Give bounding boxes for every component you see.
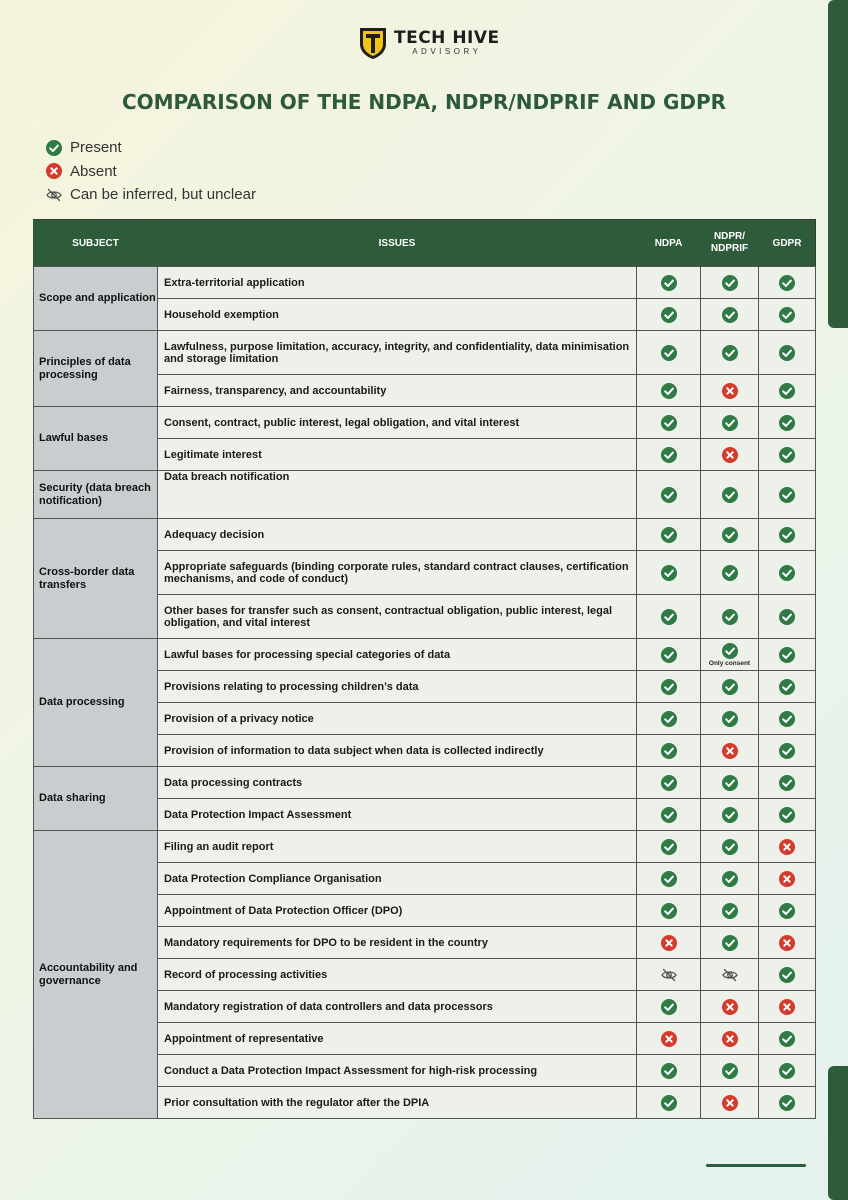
issue-cell: Lawful bases for processing special categories of data [158,639,637,671]
ndpa-status-cell [637,519,701,551]
ndpa-status-cell [637,1087,701,1119]
ndpr-status-cell [701,551,759,595]
issue-cell: Household exemption [158,299,637,331]
ndpa-status-cell [637,639,701,671]
ndpa-status-cell [637,1023,701,1055]
issue-cell: Lawfulness, purpose limitation, accuracy, integrity, and confidentiality, data minimisation and storage limitation [158,331,637,375]
gdpr-status-cell [759,375,816,407]
subject-cell: Security (data breach notification) [34,471,158,519]
x-circle-icon [722,999,738,1015]
gdpr-status-cell [759,439,816,471]
check-circle-icon [779,711,795,727]
issue-cell: Data Protection Impact Assessment [158,799,637,831]
issue-cell: Filing an audit report [158,831,637,863]
ndpr-status-cell [701,671,759,703]
check-circle-icon [661,711,677,727]
check-circle-icon [779,307,795,323]
status-note: Only consent [708,659,751,667]
check-circle-icon [779,679,795,695]
check-circle-icon [779,967,795,983]
table-row [34,331,816,375]
check-circle-icon [661,775,677,791]
ndpa-status-cell [637,703,701,735]
check-circle-icon [722,415,738,431]
issue-cell: Provision of information to data subject when data is collected indirectly [158,735,637,767]
eye-slash-icon [46,187,62,203]
check-circle-icon [661,487,677,503]
check-circle-icon [661,345,677,361]
x-circle-icon [722,447,738,463]
gdpr-status-cell [759,551,816,595]
ndpa-status-cell [637,375,701,407]
issue-cell: Provision of a privacy notice [158,703,637,735]
ndpa-status-cell [637,267,701,299]
gdpr-status-cell [759,991,816,1023]
x-circle-icon [722,1031,738,1047]
check-circle-icon [722,527,738,543]
ndpa-status-cell [637,959,701,991]
gdpr-status-cell [759,471,816,519]
check-circle-icon [722,807,738,823]
check-circle-icon [779,647,795,663]
brand-subtitle: ADVISORY [412,47,482,56]
issue-cell: Fairness, transparency, and accountability [158,375,637,407]
ndpa-status-cell [637,407,701,439]
ndpa-status-cell [637,299,701,331]
check-circle-icon [722,487,738,503]
check-circle-icon [661,565,677,581]
ndpa-status-cell [637,471,701,519]
check-circle-icon [722,345,738,361]
check-circle-icon [46,140,62,156]
gdpr-status-cell [759,331,816,375]
ndpa-status-cell [637,831,701,863]
ndpr-status-cell [701,1087,759,1119]
check-circle-icon [779,345,795,361]
check-circle-icon [661,527,677,543]
subject-cell: Accountability and governance [34,831,158,1119]
gdpr-status-cell [759,767,816,799]
issue-cell: Mandatory registration of data controllers and data processors [158,991,637,1023]
check-circle-icon [722,903,738,919]
ndpa-status-cell [637,1055,701,1087]
gdpr-status-cell [759,595,816,639]
check-circle-icon [661,903,677,919]
legend-item-absent [46,160,256,184]
ndpa-status-cell [637,331,701,375]
check-circle-icon [661,1095,677,1111]
table-body [34,267,816,1119]
issue-cell: Data breach notification [158,471,637,519]
check-circle-icon [661,807,677,823]
check-circle-icon [722,275,738,291]
ndpr-status-cell [701,471,759,519]
ndpr-status-cell [701,831,759,863]
subject-cell: Principles of data processing [34,331,158,407]
ndpa-status-cell [637,927,701,959]
legend-label: Can be inferred, but unclear [70,186,256,204]
legend-item-present [46,136,256,160]
issue-cell: Mandatory requirements for DPO to be resident in the country [158,927,637,959]
decorative-side-bar-bottom [828,1066,848,1200]
gdpr-status-cell [759,639,816,671]
gdpr-status-cell [759,831,816,863]
issue-cell: Data processing contracts [158,767,637,799]
table-row [34,639,816,671]
gdpr-status-cell [759,927,816,959]
check-circle-icon [722,1063,738,1079]
x-circle-icon [722,383,738,399]
header-issues: ISSUES [158,220,637,267]
ndpa-status-cell [637,863,701,895]
x-circle-icon [661,935,677,951]
x-circle-icon [779,839,795,855]
check-circle-icon [779,447,795,463]
brand-name: TECH HIVE [394,28,500,48]
ndpr-status-cell [701,407,759,439]
gdpr-status-cell [759,799,816,831]
check-circle-icon [722,609,738,625]
check-circle-icon [779,275,795,291]
ndpr-status-cell [701,267,759,299]
gdpr-status-cell [759,671,816,703]
gdpr-status-cell [759,299,816,331]
table-row [34,831,816,863]
ndpr-status-cell [701,895,759,927]
check-circle-icon [779,565,795,581]
check-circle-icon [661,743,677,759]
check-circle-icon [722,839,738,855]
issue-cell: Record of processing activities [158,959,637,991]
x-circle-icon [779,935,795,951]
x-circle-icon [722,1095,738,1111]
table-header-row [34,220,816,267]
check-circle-icon [722,775,738,791]
ndpr-status-cell [701,439,759,471]
gdpr-status-cell [759,735,816,767]
check-circle-icon [779,415,795,431]
check-circle-icon [661,871,677,887]
issue-cell: Appointment of representative [158,1023,637,1055]
subject-cell: Cross-border data transfers [34,519,158,639]
check-circle-icon [661,647,677,663]
page-title: COMPARISON OF THE NDPA, NDPR/NDPRIF AND GDPR [121,90,727,114]
subject-cell: Lawful bases [34,407,158,471]
ndpr-status-cell [701,299,759,331]
ndpr-status-cell [701,799,759,831]
subject-cell: Scope and application [34,267,158,331]
check-circle-icon [779,1063,795,1079]
check-circle-icon [661,415,677,431]
check-circle-icon [661,275,677,291]
legend-label: Present [70,139,122,157]
ndpr-status-cell [701,519,759,551]
issue-cell: Other bases for transfer such as consent, contractual obligation, public interest, legal obligation, and vital interest [158,595,637,639]
check-circle-icon [722,643,738,659]
ndpr-status-cell [701,1055,759,1087]
check-circle-icon [661,839,677,855]
check-circle-icon [779,527,795,543]
ndpr-status-cell [701,863,759,895]
x-circle-icon [46,163,62,179]
check-circle-icon [722,711,738,727]
issue-cell: Conduct a Data Protection Impact Assessment for high-risk processing [158,1055,637,1087]
check-circle-icon [722,679,738,695]
check-circle-icon [722,565,738,581]
ndpr-status-cell [701,991,759,1023]
issue-cell: Provisions relating to processing children’s data [158,671,637,703]
gdpr-status-cell [759,959,816,991]
ndpa-status-cell [637,767,701,799]
legend-label: Absent [70,162,117,180]
x-circle-icon [722,743,738,759]
check-circle-icon [779,487,795,503]
header-gdpr: GDPR [759,220,816,267]
issue-cell: Legitimate interest [158,439,637,471]
check-circle-icon [722,307,738,323]
issue-cell: Extra-territorial application [158,267,637,299]
ndpr-status-cell [701,927,759,959]
ndpa-status-cell [637,595,701,639]
gdpr-status-cell [759,407,816,439]
ndpa-status-cell [637,991,701,1023]
check-circle-icon [722,935,738,951]
check-circle-icon [722,871,738,887]
check-circle-icon [661,307,677,323]
ndpa-status-cell [637,735,701,767]
gdpr-status-cell [759,703,816,735]
check-circle-icon [779,743,795,759]
check-circle-icon [661,447,677,463]
issue-cell: Consent, contract, public interest, legal obligation, and vital interest [158,407,637,439]
ndpr-status-cell [701,1023,759,1055]
check-circle-icon [779,383,795,399]
check-circle-icon [661,679,677,695]
eye-slash-icon [722,967,738,983]
table-row [34,407,816,439]
decorative-bottom-line [706,1164,806,1167]
check-circle-icon [661,609,677,625]
legend [46,136,256,207]
issue-cell: Prior consultation with the regulator after the DPIA [158,1087,637,1119]
gdpr-status-cell [759,1087,816,1119]
ndpa-status-cell [637,799,701,831]
table-row [34,519,816,551]
gdpr-status-cell [759,519,816,551]
ndpr-status-cell [701,767,759,799]
issue-cell: Data Protection Compliance Organisation [158,863,637,895]
brand-logo [358,26,500,60]
header-subject: SUBJECT [34,220,158,267]
header-ndpa: NDPA [637,220,701,267]
ndpr-status-cell [701,331,759,375]
x-circle-icon [661,1031,677,1047]
check-circle-icon [661,999,677,1015]
table-row [34,767,816,799]
issue-cell: Adequacy decision [158,519,637,551]
ndpa-status-cell [637,671,701,703]
x-circle-icon [779,999,795,1015]
ndpr-status-cell [701,703,759,735]
header-ndpr: NDPR/ NDPRIF [701,220,759,267]
check-circle-icon [779,1031,795,1047]
ndpr-status-cell [701,959,759,991]
check-circle-icon [779,1095,795,1111]
table-row [34,267,816,299]
legend-item-inferred [46,183,256,207]
ndpr-status-cell [701,375,759,407]
decorative-side-bar-top [828,0,848,328]
eye-slash-icon [661,967,677,983]
x-circle-icon [779,871,795,887]
check-circle-icon [661,1063,677,1079]
issue-cell: Appropriate safeguards (binding corporate rules, standard contract clauses, certification mechanisms, and code of conduct) [158,551,637,595]
subject-cell: Data processing [34,639,158,767]
subject-cell: Data sharing [34,767,158,831]
ndpa-status-cell [637,895,701,927]
gdpr-status-cell [759,267,816,299]
ndpr-status-cell [701,639,759,671]
gdpr-status-cell [759,863,816,895]
gdpr-status-cell [759,1023,816,1055]
check-circle-icon [779,807,795,823]
ndpr-status-cell [701,735,759,767]
check-circle-icon [779,903,795,919]
comparison-table [33,219,816,1119]
check-circle-icon [779,609,795,625]
ndpr-status-cell [701,595,759,639]
gdpr-status-cell [759,1055,816,1087]
check-circle-icon [661,383,677,399]
table-row [34,471,816,519]
ndpa-status-cell [637,551,701,595]
gdpr-status-cell [759,895,816,927]
ndpa-status-cell [637,439,701,471]
check-circle-icon [779,775,795,791]
issue-cell: Appointment of Data Protection Officer (DPO) [158,895,637,927]
shield-icon [358,26,388,60]
